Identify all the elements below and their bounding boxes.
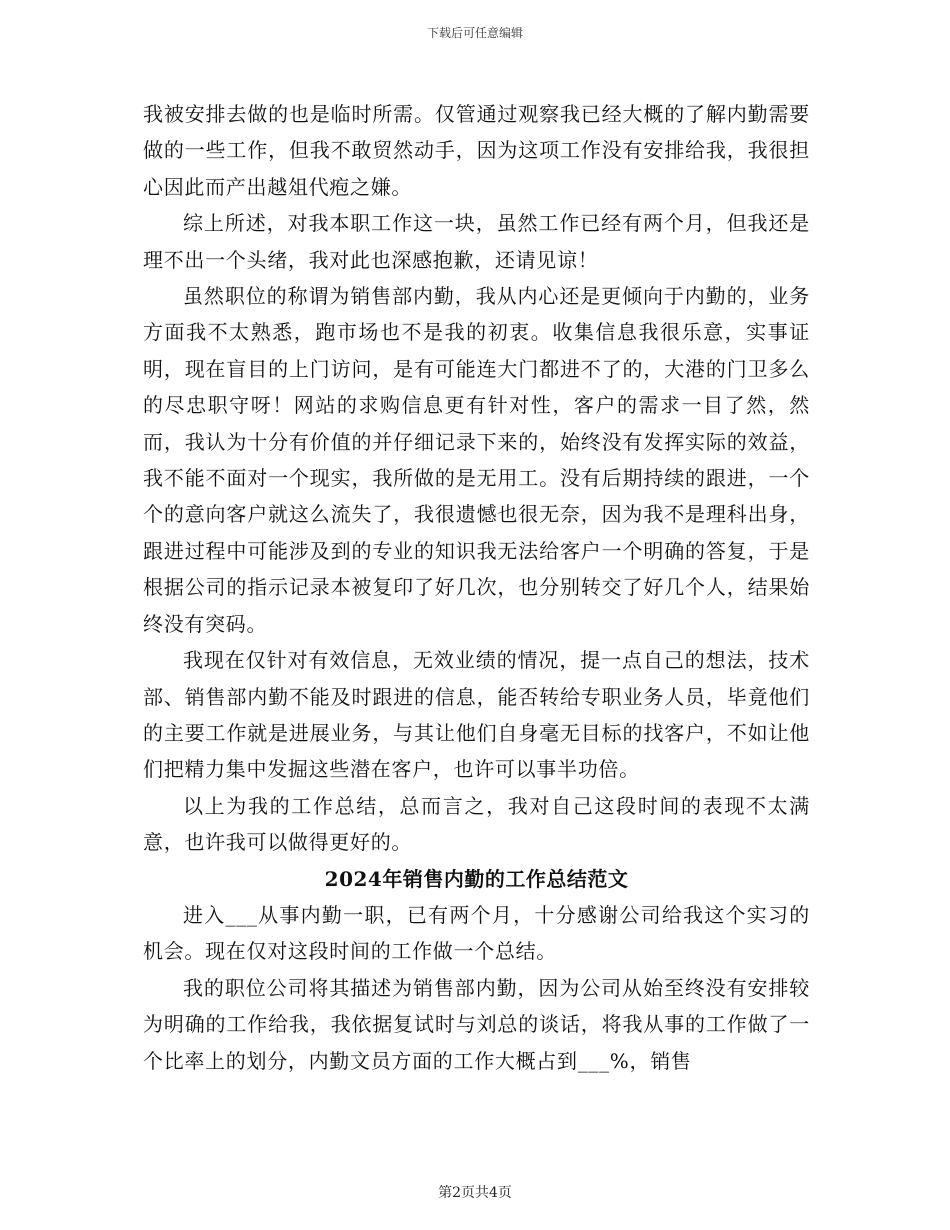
- paragraph-7: 我的职位公司将其描述为销售部内勤，因为公司从始至终没有安排较为明确的工作给我，我依据复试时与刘总的谈话，将我从事的工作做了一个比率上的划分，内勤文员方面的工作大概占到___%，销售: [143, 975, 810, 1073]
- paragraph-5: 以上为我的工作总结，总而言之，我对自己这段时间的表现不太满意，也许我可以做得更好的。: [143, 793, 810, 855]
- page-header: 下载后可任意编辑: [426, 26, 523, 40]
- paragraph-1: 我被安排去做的也是临时所需。仅管通过观察我已经大概的了解内勤需要做的一些工作，但我不敢贸然动手，因为这项工作没有安排给我，我很担心因此而产出越俎代疱之嫌。: [143, 102, 810, 199]
- page-footer: 第2页共4页: [438, 1185, 512, 1201]
- paragraph-6: 进入___从事内勤一职，已有两个月，十分感谢公司给我这个实习的机会。现在仅对这段时间的工作做一个总结。: [143, 902, 810, 964]
- document-body: [143, 96, 810, 1079]
- paragraph-2: 综上所述，对我本职工作这一块，虽然工作已经有两个月，但我还是理不出一个头绪，我对此也深感抱歉，还请见谅！: [143, 211, 810, 272]
- paragraph-3: 虽然职位的称谓为销售部内勤，我从内心还是更倾向于内勤的，业务方面我不太熟悉，跑市场也不是我的初衷。收集信息我很乐意，实事证明，现在盲目的上门访问，是有可能连大门都进不了的，大港的门卫多么的尽忠职守呀！网站的求购信息更有针对性，客户的需求一目了然，然而，我认为十分有价值的并仔细记录下来的，始终没有发挥实际的效益，我不能不面对一个现实，我所做的是无用工。没有后期持续的跟进，一个个的意向客户就这么流失了，我很遗憾也很无奈，因为我不是理科出身，跟进过程中可能涉及到的专业的知识我无法给客户一个明确的答复，于是根据公司的指示记录本被复印了好几次，也分别转交了好几个人，结果始终没有突码。: [143, 284, 810, 636]
- section-title: 2024年销售内勤的工作总结范文: [324, 866, 629, 891]
- paragraph-4: 我现在仅针对有效信息，无效业绩的情况，提一点自己的想法，技术部、销售部内勤不能及时跟进的信息，能否转给专职业务人员，毕竟他们的主要工作就是进展业务，与其让他们自身毫无目标的找客户，不如让他们把精力集中发掘这些潜在客户，也许可以事半功倍。: [143, 648, 810, 782]
